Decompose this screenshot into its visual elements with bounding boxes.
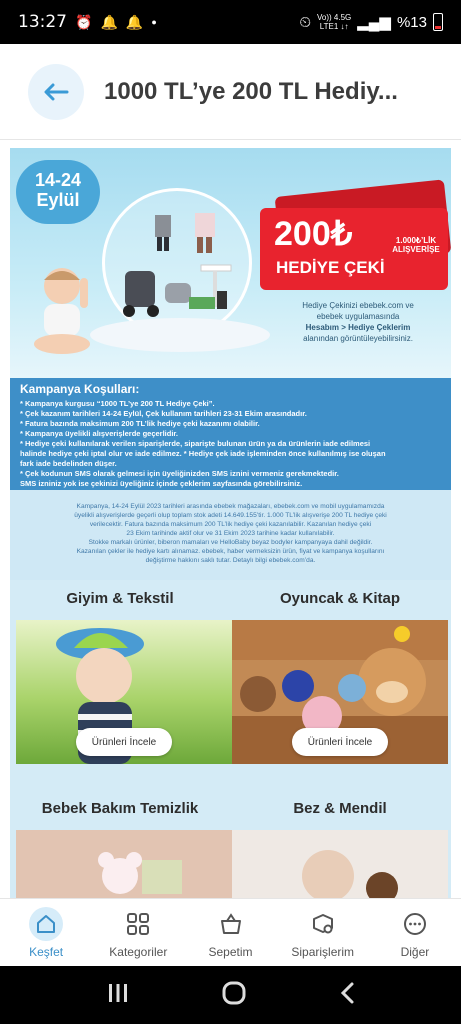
date-badge: 14-24 Eylül xyxy=(16,160,100,224)
condition-item: * Kampanya üyelikli alışverişlerde geçerlidir. xyxy=(20,429,179,438)
condition-item: * Çek kazanım tarihleri 14-24 Eylül, Çek kullanım tarihleri 23-31 Ekim arasındadır. xyxy=(20,409,307,418)
baby-illustration xyxy=(28,258,98,358)
condition-item: * Kampanya kurgusu “1000 TL’ye 200 TL Hediye Çeki”. xyxy=(20,399,215,408)
view-products-button[interactable]: Ürünleri İncele xyxy=(76,728,172,756)
category-section-2 xyxy=(10,790,451,898)
category-card-clothing[interactable] xyxy=(16,620,232,764)
nav-item-cart[interactable] xyxy=(184,899,276,966)
condition-item: SMS izniniz yok ise çekinizi üyeliğiniz içinde çeklerim sayfasında görebilirsiniz. xyxy=(20,479,303,488)
battery-icon xyxy=(433,13,443,31)
category-title-diapers: Bez & Mendil xyxy=(293,799,387,817)
page-header xyxy=(0,44,461,140)
box-search-icon xyxy=(306,907,340,941)
nav-label: Diğer xyxy=(400,944,430,959)
campaign-banner xyxy=(10,148,451,380)
status-time: 13:27 xyxy=(18,12,67,32)
nav-item-categories[interactable] xyxy=(92,899,184,966)
nav-item-more[interactable] xyxy=(369,899,461,966)
notification-bell-icon: 🔔 xyxy=(100,13,118,30)
condition-item: * Hediye çeki kullanılarak verilen siparişlerde, siparişte bulunan ürün ya da ürünlerin iade edilmesi xyxy=(20,439,371,448)
diaper-baby-photo xyxy=(232,830,448,898)
category-title-toys: Oyuncak & Kitap xyxy=(279,589,401,607)
nav-label: Keşfet xyxy=(29,944,64,959)
grid-icon xyxy=(121,907,155,941)
recent-apps-button[interactable] xyxy=(106,982,130,1009)
alarm-clock-icon: ⏲ xyxy=(299,13,312,31)
campaign-content[interactable] xyxy=(0,140,461,898)
nav-label: Siparişlerim xyxy=(291,944,355,959)
nav-item-orders[interactable] xyxy=(277,899,369,966)
battery-percent: %13 xyxy=(396,13,427,31)
back-nav-button[interactable] xyxy=(339,981,355,1010)
campaign-conditions xyxy=(10,378,451,490)
voucher-amount: 200₺ xyxy=(274,215,353,253)
alarm-icon: ⏰ xyxy=(75,13,93,30)
banner-note: Hediye Çekinizi ebebek.com ve ebebek uygulamasında Hesabım > Hediye Çeklerim alanından görüntüleyebilirsiniz. xyxy=(302,301,414,343)
home-icon xyxy=(29,907,63,941)
category-section-1 xyxy=(10,580,451,792)
category-title-clothing: Giyim & Tekstil xyxy=(66,589,174,607)
nav-label: Sepetim xyxy=(208,944,253,959)
page-title: 1000 TL’ye 200 TL Hediy... xyxy=(104,77,398,105)
arrow-left-icon xyxy=(43,83,69,101)
more-icon xyxy=(398,907,432,941)
dot-icon: ● xyxy=(151,17,157,27)
bottom-navigation xyxy=(0,898,461,966)
condition-item: * Çek kodunun SMS olarak gelmesi için üyeliğinizden SMS iznini vermeniz gerekmektedir. xyxy=(20,469,339,478)
category-title-baby-care: Bebek Bakım Temizlik xyxy=(41,799,199,817)
legal-text: Kampanya, 14-24 Eylül 2023 tarihleri arasında ebebek mağazaları, ebebek.com ve mobil uygulamamızda üyelikli alışverişlerde geçerli olup toplam stok adeti 14.649.155’tir. 1.000 TL’lik alışverişe 200 TL hediye çeki verilecektir. Fatura bazında maksimum 200 TL’lik hediye çeki kazanılabilir. Kazanılan hediye çeki 23 Ekim tarihinde aktif olur ve 31 Ekim 2023 tarihine kadar kullanılabilir. Stokke markalı ürünler, biberon mamaları ve HelloBaby beyaz bodyler kampanyaya dahil değildir. Kazanılan çekler ile hediye kartı alınamaz. ebebek, haber vermeksizin ürün, fiyat ve kampanya koşullarını değiştirme hakkını saklı tutar. Detaylı bilgi ebebek.com’da. xyxy=(10,490,451,580)
condition-item: fark iade bedelinden düşer. xyxy=(20,459,117,468)
home-circle-icon xyxy=(221,980,247,1006)
nav-item-discover[interactable] xyxy=(0,899,92,966)
recent-apps-icon xyxy=(106,982,130,1004)
chevron-left-icon xyxy=(339,981,355,1005)
back-button[interactable] xyxy=(28,64,84,120)
voucher-stub: 1.000₺’LİK ALIŞVERİŞE xyxy=(392,236,440,254)
home-button[interactable] xyxy=(221,980,247,1011)
category-card-diapers[interactable] xyxy=(232,830,448,898)
view-products-button[interactable]: Ürünleri İncele xyxy=(292,728,388,756)
condition-item: * Fatura bazında maksimum 200 TL’lik hediye çeki kazanımı olabilir. xyxy=(20,419,260,428)
product-circle xyxy=(102,188,252,338)
signal-icon: ▂▄▆ xyxy=(357,14,391,31)
condition-item: halinde hediye çeki iptal olur ve iade edilmez. * Hediye çek iade işleminden önce kullanılmış ise oluşan xyxy=(20,449,386,458)
category-card-toys[interactable] xyxy=(232,620,448,764)
nav-label: Kategoriler xyxy=(109,944,168,959)
system-navigation xyxy=(0,966,461,1024)
notification-bell-icon-2: 🔔 xyxy=(125,13,144,30)
network-indicator: Vo)) 4.5G LTE1 ↓↑ xyxy=(317,13,352,31)
conditions-title: Kampanya Koşulları: xyxy=(20,382,140,396)
gift-voucher xyxy=(260,208,448,290)
category-card-baby-care[interactable] xyxy=(16,830,232,898)
status-bar xyxy=(0,0,461,44)
baby-care-photo xyxy=(16,830,232,898)
basket-icon xyxy=(214,907,248,941)
voucher-label: HEDİYE ÇEKİ xyxy=(276,258,385,277)
podium xyxy=(90,318,270,352)
